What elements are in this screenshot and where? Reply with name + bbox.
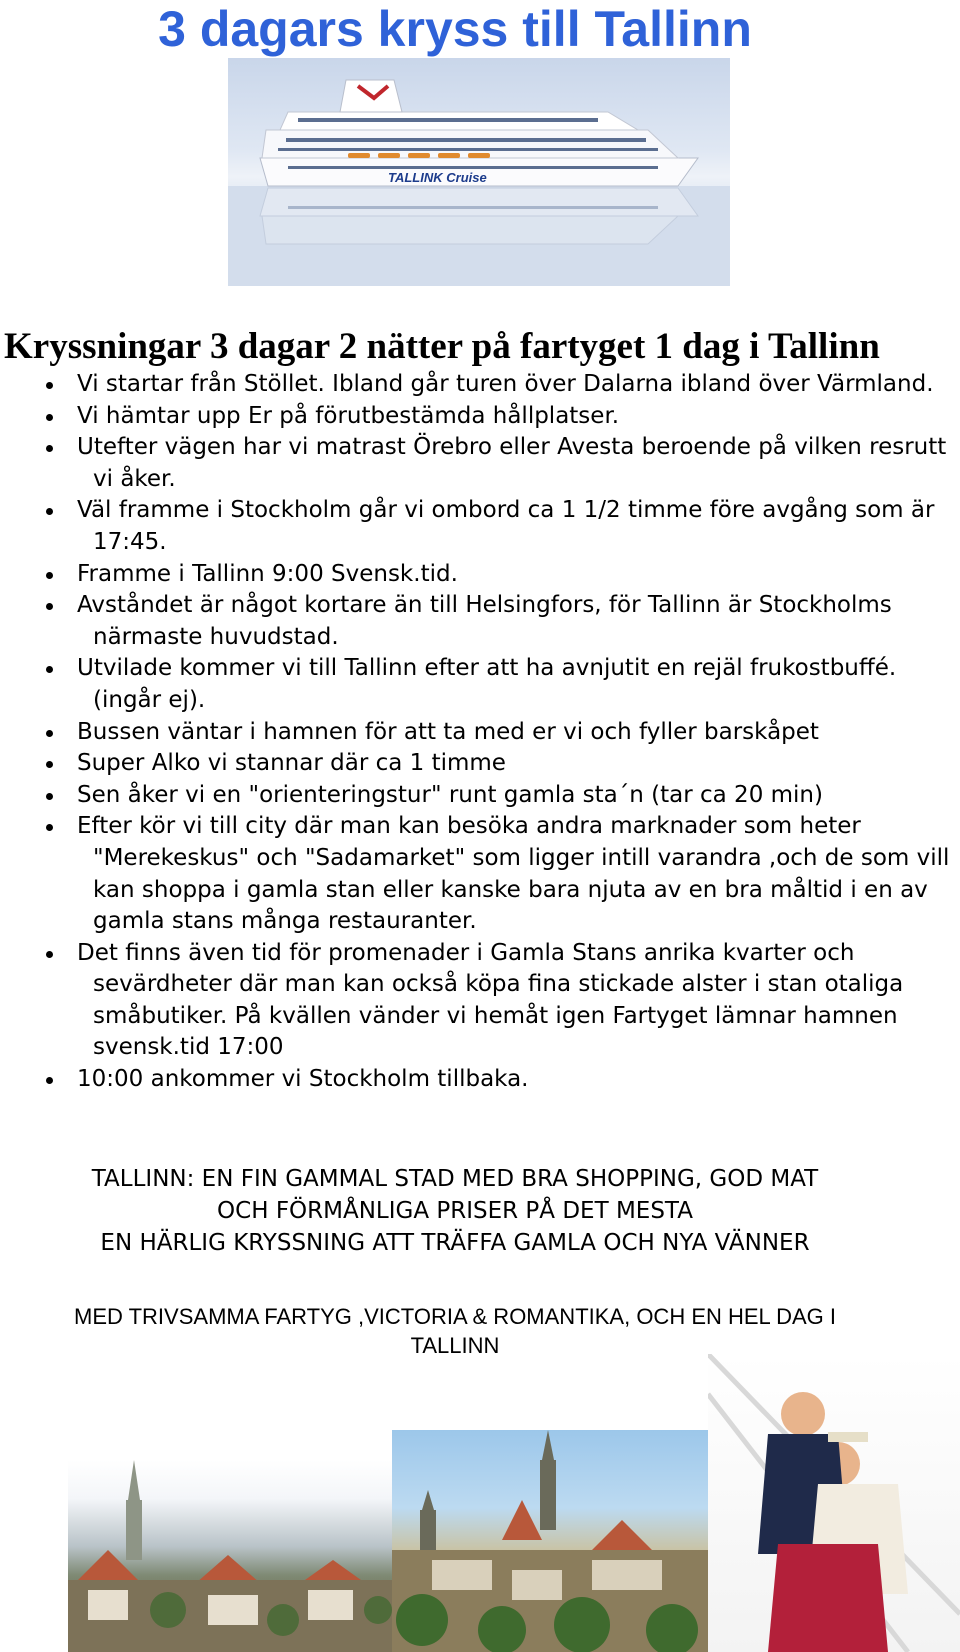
passengers-photo xyxy=(708,1354,960,1652)
bullet-icon xyxy=(46,445,53,452)
fleet-note: MED TRIVSAMMA FARTYG ,VICTORIA & ROMANTIKA, OCH EN HEL DAG I TALLINN xyxy=(74,1304,836,1358)
bullet-icon xyxy=(46,382,53,389)
ship-illustration xyxy=(228,58,730,286)
highlight-block xyxy=(0,1163,910,1259)
bullet-icon xyxy=(46,793,53,800)
bullet-icon xyxy=(46,414,53,421)
list-item: Bussen väntar i hamnen för att ta med er vi och fyller barskåpet xyxy=(0,717,960,749)
list-item: Vi startar från Stöllet. Ibland går turen över Dalarna ibland över Värmland. xyxy=(0,369,960,401)
highlight-line: EN HÄRLIG KRYSSNING ATT TRÄFFA GAMLA OCH NYA VÄNNER xyxy=(100,1230,810,1256)
bullet-icon xyxy=(46,951,53,958)
list-item: 10:00 ankommer vi Stockholm tillbaka. xyxy=(0,1064,960,1096)
bullet-icon xyxy=(46,572,53,579)
ship-reflection xyxy=(260,188,698,244)
tallinn-old-town-photo xyxy=(68,1460,395,1652)
bullet-icon xyxy=(46,666,53,673)
itinerary-list xyxy=(0,369,960,1096)
list-item: Framme i Tallinn 9:00 Svensk.tid. xyxy=(0,559,960,591)
ship-lifeboats xyxy=(348,153,490,158)
list-item: Utvilade kommer vi till Tallinn efter att ha avnjutit en rejäl frukostbuffé. (ingår ej). xyxy=(0,653,960,716)
list-item: Väl framme i Stockholm går vi ombord ca 1 1/2 timme före avgång som är 17:45. xyxy=(0,495,960,558)
ship-logo-text: TALLINK Cruise xyxy=(388,170,487,185)
tallinn-panorama-photo xyxy=(392,1430,712,1652)
list-item: Avståndet är något kortare än till Helsingfors, för Tallinn är Stockholms närmaste huvudstad. xyxy=(0,590,960,653)
bullet-icon xyxy=(46,1077,53,1084)
list-item: Efter kör vi till city där man kan besöka andra marknader som heter "Merekeskus" och "Sadamarket" som ligger intill varandra ,och de som vill kan shoppa i gamla stan eller kanske bara njuta av en bra måltid i en av gamla stans många restauranter. xyxy=(0,811,960,937)
panorama-illustration xyxy=(392,1430,712,1652)
list-item: Utefter vägen har vi matrast Örebro eller Avesta beroende på vilken resrutt vi åker. xyxy=(0,432,960,495)
page-title: 3 dagars kryss till Tallinn xyxy=(158,1,752,57)
section-heading: Kryssningar 3 dagar 2 nätter på fartyget 1 dag i Tallinn xyxy=(4,326,880,367)
bullet-icon xyxy=(46,508,53,515)
highlight-line: TALLINN: EN FIN GAMMAL STAD MED BRA SHOPPING, GOD MAT xyxy=(91,1166,819,1192)
list-item: Vi hämtar upp Er på förutbestämda hållplatser. xyxy=(0,401,960,433)
passengers-illustration xyxy=(708,1354,960,1652)
list-item: Super Alko vi stannar där ca 1 timme xyxy=(0,748,960,780)
old-town-illustration xyxy=(68,1460,395,1652)
ship-photo xyxy=(228,58,730,286)
list-item: Sen åker vi en "orienteringstur" runt gamla sta´n (tar ca 20 min) xyxy=(0,780,960,812)
bullet-icon xyxy=(46,603,53,610)
highlight-line: OCH FÖRMÅNLIGA PRISER PÅ DET MESTA xyxy=(217,1198,693,1224)
list-item: Det finns även tid för promenader i Gamla Stans anrika kvarter och sevärdheter där man kan också köpa fina stickade alster i stan otaliga småbutiker. På kvällen vänder vi hemåt igen Fartyget lämnar hamnen svensk.tid 17:00 xyxy=(0,938,960,1064)
bullet-icon xyxy=(46,730,53,737)
bullet-icon xyxy=(46,824,53,831)
bullet-icon xyxy=(46,761,53,768)
